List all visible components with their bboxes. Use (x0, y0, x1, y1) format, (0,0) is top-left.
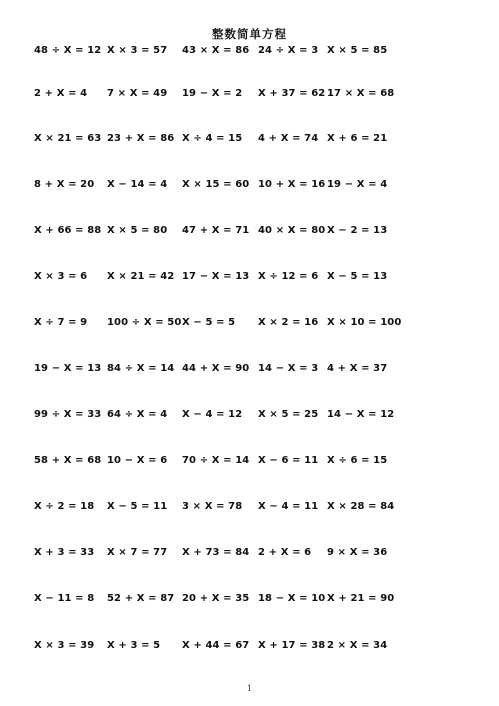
equation: X × 5 = 25 (258, 409, 319, 420)
equation: X + 3 = 5 (107, 640, 161, 651)
equation: 48 ÷ X = 12 (34, 45, 102, 56)
equation: X ÷ 2 = 18 (34, 501, 95, 512)
equation: 4 + X = 74 (258, 133, 319, 144)
equation: X − 5 = 11 (107, 501, 168, 512)
equation-row (0, 591, 499, 607)
equation-row (0, 177, 499, 193)
equation: 100 ÷ X = 50 (107, 317, 182, 328)
equation: 24 ÷ X = 3 (258, 45, 319, 56)
page-number: 1 (246, 684, 253, 693)
equation: 64 ÷ X = 4 (107, 409, 168, 420)
equation: X ÷ 12 = 6 (258, 271, 319, 282)
equation: 10 − X = 6 (107, 455, 168, 466)
equation-row (0, 453, 499, 469)
equation: X − 14 = 4 (107, 179, 168, 190)
equation: 2 + X = 6 (258, 547, 312, 558)
equation: 43 × X = 86 (182, 45, 250, 56)
equation: 20 + X = 35 (182, 593, 250, 604)
equation: X × 3 = 6 (34, 271, 88, 282)
equation: 58 + X = 68 (34, 455, 102, 466)
equation: 2 + X = 4 (34, 88, 88, 99)
equation-row (0, 131, 499, 147)
equation: X − 4 = 11 (258, 501, 319, 512)
equation: X + 37 = 62 (258, 88, 326, 99)
equation: X × 3 = 39 (34, 640, 95, 651)
equation: X + 66 = 88 (34, 225, 102, 236)
equation: X + 3 = 33 (34, 547, 95, 558)
equation-row (0, 638, 499, 654)
equation: X + 44 = 67 (182, 640, 250, 651)
equation: X × 15 = 60 (182, 179, 250, 190)
equation-row (0, 269, 499, 285)
equation: 52 + X = 87 (107, 593, 175, 604)
equation: X ÷ 6 = 15 (327, 455, 388, 466)
equation: X × 21 = 63 (34, 133, 102, 144)
equation: 47 + X = 71 (182, 225, 250, 236)
equation: 14 − X = 12 (327, 409, 395, 420)
equation: X ÷ 7 = 9 (34, 317, 88, 328)
equation-row (0, 86, 499, 102)
equation: X + 6 = 21 (327, 133, 388, 144)
equation-row (0, 361, 499, 377)
equation: X − 6 = 11 (258, 455, 319, 466)
equation: X × 28 = 84 (327, 501, 395, 512)
equation: 7 × X = 49 (107, 88, 168, 99)
equation: 19 − X = 4 (327, 179, 388, 190)
equation: 84 ÷ X = 14 (107, 363, 175, 374)
equation: 44 + X = 90 (182, 363, 250, 374)
equation: X − 5 = 13 (327, 271, 388, 282)
equation: 3 × X = 78 (182, 501, 243, 512)
equation: X + 21 = 90 (327, 593, 395, 604)
equation: 8 + X = 20 (34, 179, 95, 190)
equation: X + 17 = 38 (258, 640, 326, 651)
equation-row (0, 499, 499, 515)
equation: X − 11 = 8 (34, 593, 95, 604)
equation: X + 73 = 84 (182, 547, 250, 558)
equation: 4 + X = 37 (327, 363, 388, 374)
equation: X − 2 = 13 (327, 225, 388, 236)
equation: X × 5 = 80 (107, 225, 168, 236)
equation: X − 5 = 5 (182, 317, 236, 328)
equation-row (0, 315, 499, 331)
equation: X × 7 = 77 (107, 547, 168, 558)
equation: 23 + X = 86 (107, 133, 175, 144)
equation: X − 4 = 12 (182, 409, 243, 420)
equation: X × 3 = 57 (107, 45, 168, 56)
equation: 99 ÷ X = 33 (34, 409, 102, 420)
equation: X ÷ 4 = 15 (182, 133, 243, 144)
equation-row (0, 223, 499, 239)
equation: 9 × X = 36 (327, 547, 388, 558)
equation: X × 2 = 16 (258, 317, 319, 328)
equation: 19 − X = 13 (34, 363, 102, 374)
equation: 17 − X = 13 (182, 271, 250, 282)
page-title: 整数简单方程 (212, 27, 287, 41)
equation-row (0, 43, 499, 59)
equation: 2 × X = 34 (327, 640, 388, 651)
equation: X × 21 = 42 (107, 271, 175, 282)
equation-row (0, 407, 499, 423)
equation: 14 − X = 3 (258, 363, 319, 374)
equation: 18 − X = 10 (258, 593, 326, 604)
equation: 19 − X = 2 (182, 88, 243, 99)
equation: 40 × X = 80 (258, 225, 326, 236)
equation: 10 + X = 16 (258, 179, 326, 190)
equation: X × 10 = 100 (327, 317, 402, 328)
equation: 70 ÷ X = 14 (182, 455, 250, 466)
equation: 17 × X = 68 (327, 88, 395, 99)
equation-row (0, 545, 499, 561)
equation: X × 5 = 85 (327, 45, 388, 56)
